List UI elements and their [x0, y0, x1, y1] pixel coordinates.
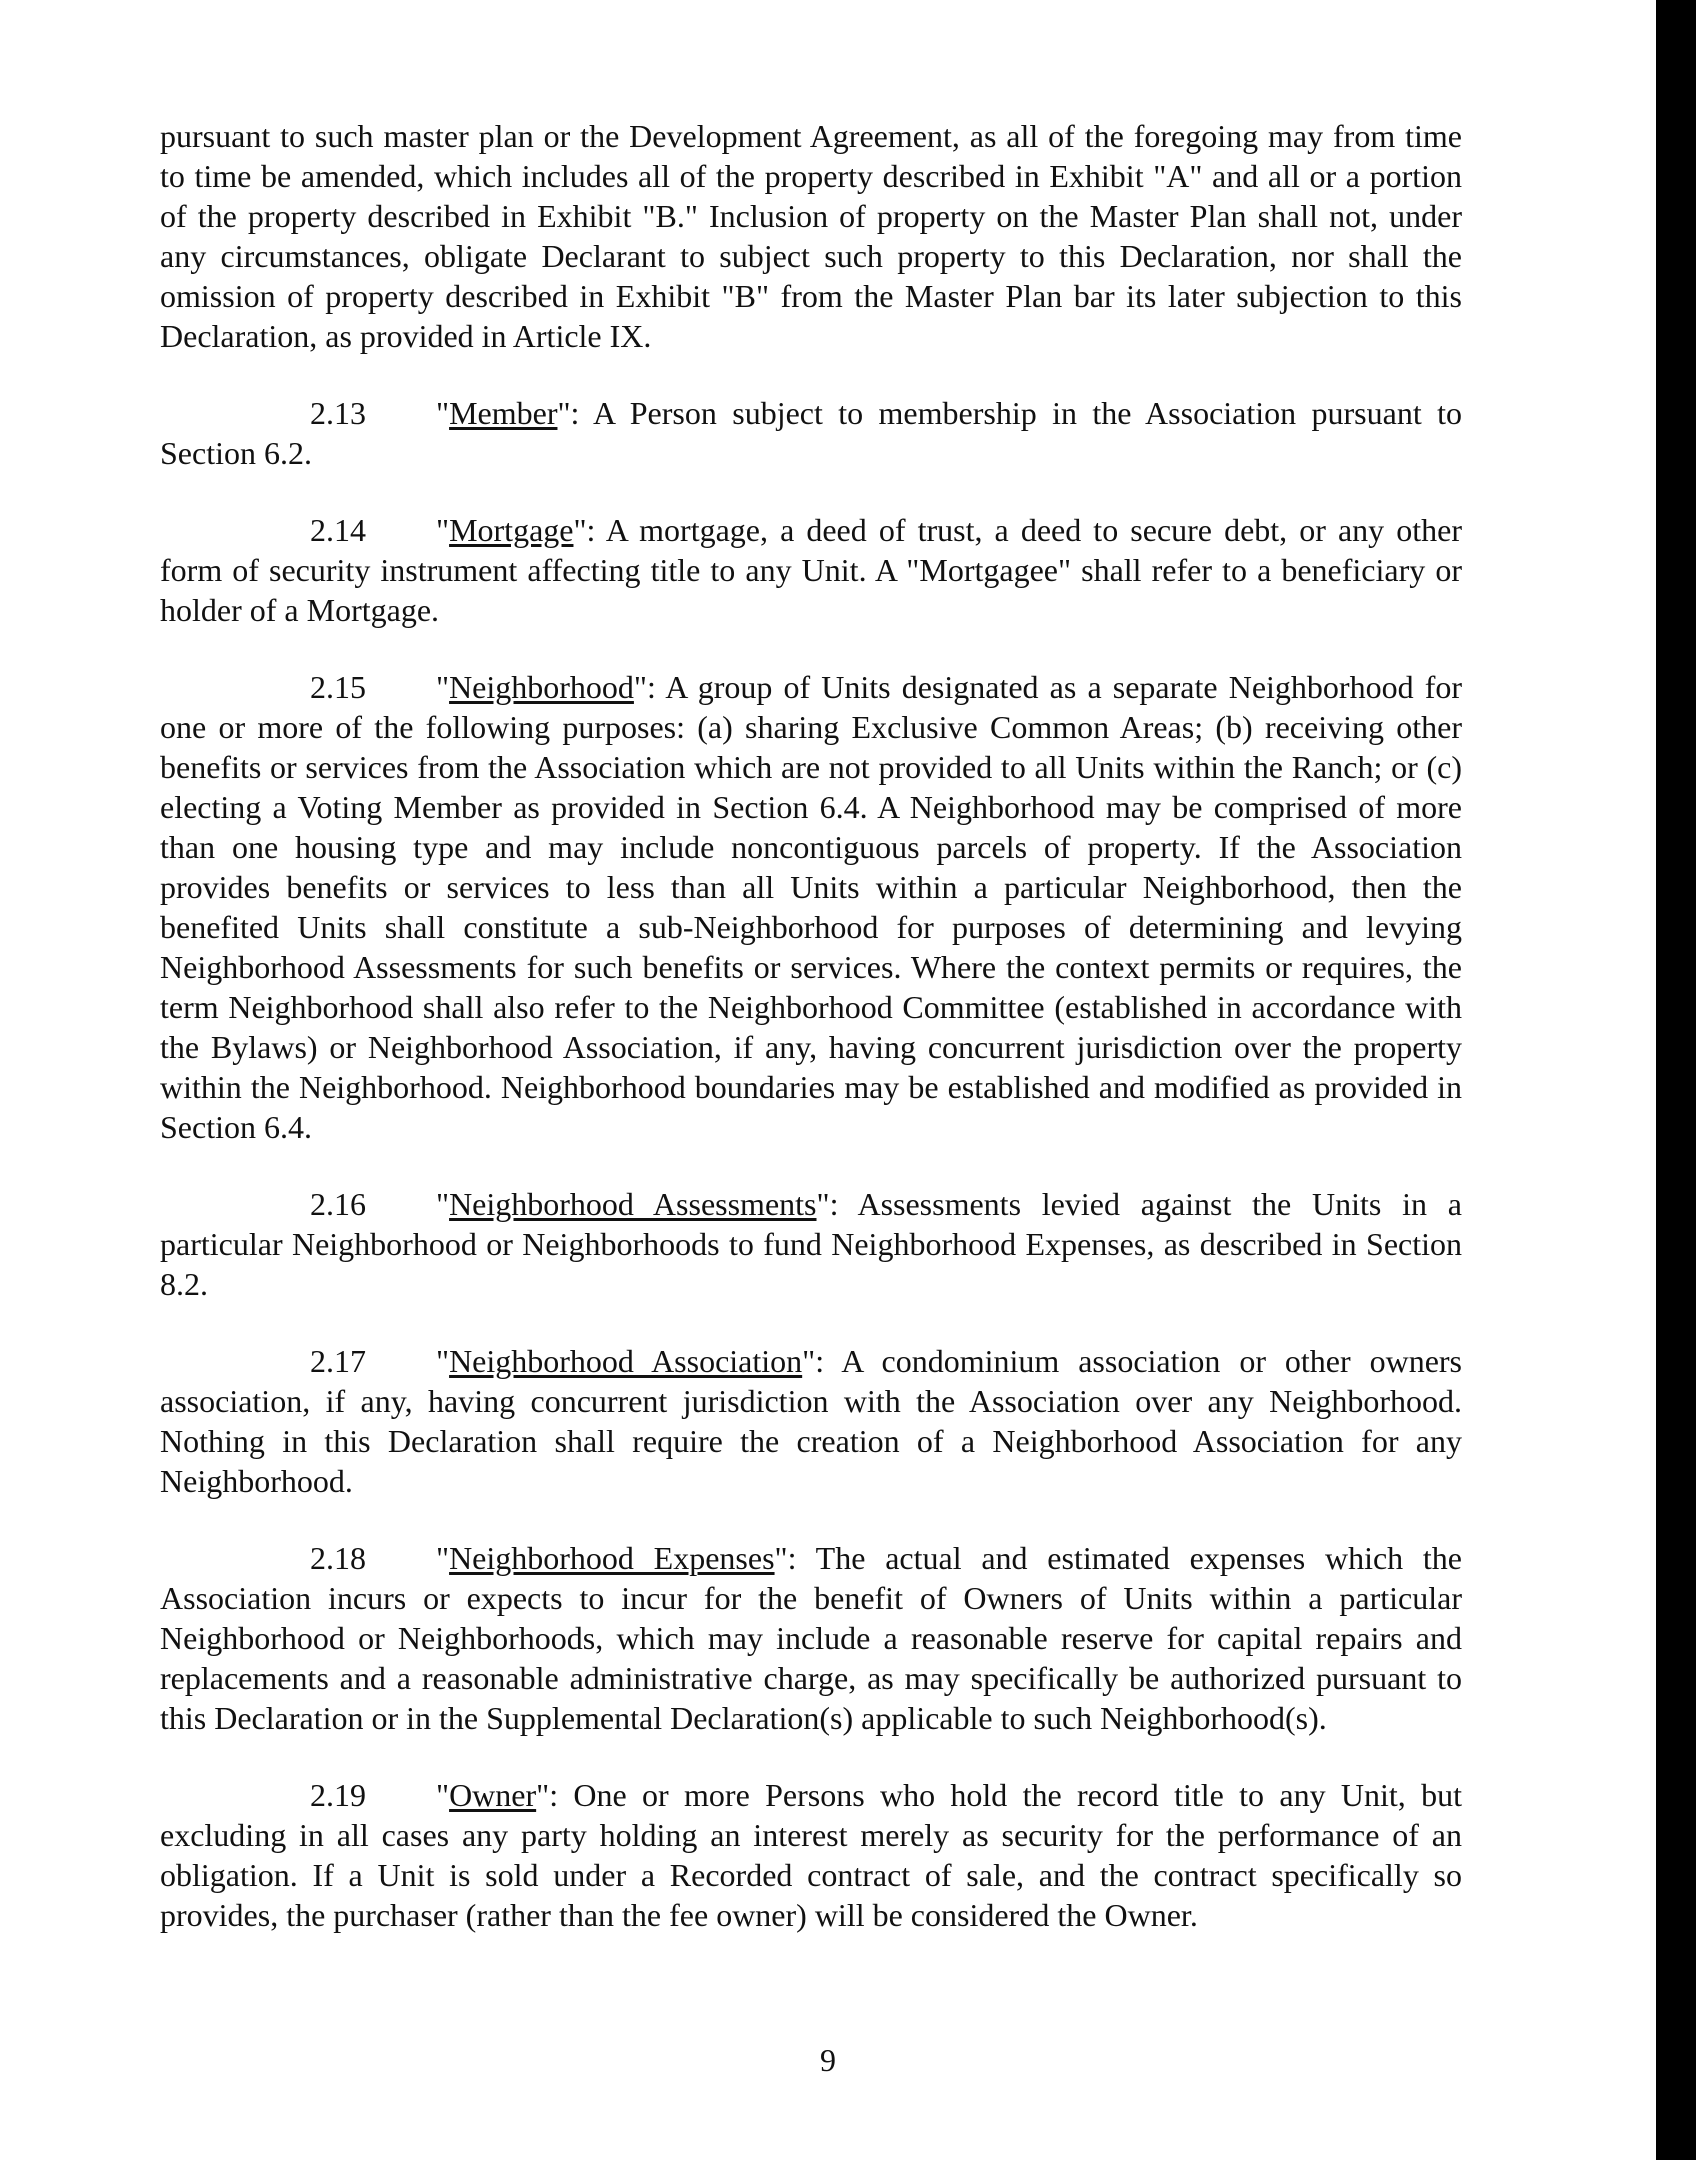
scan-edge-bar [1656, 0, 1696, 2160]
definition-2-19: 2.19 "Owner": One or more Persons who hold the record title to any Unit, but excluding in all cases any party holding an interest merely as security for the performance of an obligation. If a Unit is sold under a Recorded contract of sale, and the contract specifically so provides, the purchaser (rather than the fee owner) will be considered the Owner. [160, 1777, 1462, 1933]
definition-2-17: 2.17 "Neighborhood Association": A condominium association or other owners association, if any, having concurrent jurisdiction with the Association over any Neighborhood. Nothing in this Declaration shall require the creation of a Neighborhood Association for any Neighborhood. [160, 1343, 1463, 1499]
section-number: 2.17 [310, 1343, 366, 1379]
definition-2-13: 2.13 "Member": A Person subject to membership in the Association pursuant to Section 6.2. [160, 395, 1462, 471]
definition-text: : One or more Persons who hold the record title to any Unit, but excluding in all cases any party holding an interest merely as security for the performance of an obligation. If a Unit is sold under a Recorded contract of sale, and the contract specifically so provides, the purchaser (rather than the fee owner) will be considered the Owner. [160, 1777, 1462, 1933]
definition-text: : The actual and estimated expenses which the Association incurs or expects to incur for the benefit of Owners of Units within a particular Neighborhood or Neighborhoods, which may include a reasonable reserve for capital repairs and replacements and a reasonable administrative charge, as may specifically be authorized pursuant to this Declaration or in the Supplemental Declaration(s) applicable to such Neighborhood(s). [160, 1540, 1463, 1736]
definition-2-14: 2.14 "Mortgage": A mortgage, a deed of trust, a deed to secure debt, or any other form of security instrument affecting title to any Unit. A "Mortgagee" shall refer to a beneficiary or holder of a Mortgage. [160, 512, 1462, 628]
section-number: 2.14 [310, 512, 366, 548]
document-body [160, 116, 1462, 1935]
section-number: 2.15 [310, 669, 366, 705]
definition-text: : A condominium association or other owners association, if any, having concurrent jurisdiction with the Association over any Neighborhood. Nothing in this Declaration shall require the creation of a Neighborhood Association for any Neighborhood. [160, 1343, 1463, 1499]
definition-text: : Assessments levied against the Units in a particular Neighborhood or Neighborhoods to fund Neighborhood Expenses, as described in Section 8.2. [160, 1186, 1463, 1302]
definition-text: : A Person subject to membership in the Association pursuant to Section 6.2. [160, 395, 1462, 471]
defined-term: Mortgage [449, 512, 574, 548]
defined-term: Neighborhood [449, 669, 634, 705]
section-number: 2.16 [310, 1186, 366, 1222]
page-number: 9 [820, 2042, 836, 2078]
defined-term: Owner [449, 1777, 537, 1813]
section-number: 2.13 [310, 395, 366, 431]
definition-2-16: 2.16 "Neighborhood Assessments": Assessments levied against the Units in a particular Neighborhood or Neighborhoods to fund Neighborhood Expenses, as described in Section 8.2. [160, 1186, 1463, 1302]
section-number: 2.19 [310, 1777, 366, 1813]
defined-term: Neighborhood Association [449, 1343, 803, 1379]
defined-term: Neighborhood Expenses [449, 1540, 775, 1576]
definition-text: : A mortgage, a deed of trust, a deed to secure debt, or any other form of security instrument affecting title to any Unit. A "Mortgagee" shall refer to a beneficiary or holder of a Mortgage. [160, 512, 1462, 628]
defined-term: Neighborhood Assessments [449, 1186, 817, 1222]
defined-term: Member [449, 395, 558, 431]
intro-paragraph: pursuant to such master plan or the Development Agreement, as all of the foregoing may from time to time be amended, which includes all of the property described in Exhibit "A" and all or a portion of the property described in Exhibit "B." Inclusion of property on the Master Plan shall not, under any circumstances, obligate Declarant to subject such property to this Declaration, nor shall the omission of property described in Exhibit "B" from the Master Plan bar its later subjection to this Declaration, as provided in Article IX. [160, 118, 1462, 354]
definition-2-18: 2.18 "Neighborhood Expenses": The actual and estimated expenses which the Association incurs or expects to incur for the benefit of Owners of Units within a particular Neighborhood or Neighborhoods, which may include a reasonable reserve for capital repairs and replacements and a reasonable administrative charge, as may specifically be authorized pursuant to this Declaration or in the Supplemental Declaration(s) applicable to such Neighborhood(s). [160, 1540, 1463, 1736]
definition-2-15: 2.15 "Neighborhood": A group of Units designated as a separate Neighborhood for one or more of the following purposes: (a) sharing Exclusive Common Areas; (b) receiving other benefits or services from the Association which are not provided to all Units within the Ranch; or (c) electing a Voting Member as provided in Section 6.4. A Neighborhood may be comprised of more than one housing type and may include noncontiguous parcels of property. If the Association provides benefits or services to less than all Units within a particular Neighborhood, then the benefited Units shall constitute a sub-Neighborhood for purposes of determining and levying Neighborhood Assessments for such benefits or services. Where the context permits or requires, the term Neighborhood shall also refer to the Neighborhood Committee (established in accordance with the Bylaws) or Neighborhood Association, if any, having concurrent jurisdiction over the property within the Neighborhood. Neighborhood boundaries may be established and modified as provided in Section 6.4. [160, 669, 1462, 1145]
definition-text: : A group of Units designated as a separate Neighborhood for one or more of the following purposes: (a) sharing Exclusive Common Areas; (b) receiving other benefits or services from the Association which are not provided to all Units within the Ranch; or (c) electing a Voting Member as provided in Section 6.4. A Neighborhood may be comprised of more than one housing type and may include noncontiguous parcels of property. If the Association provides benefits or services to less than all Units within a particular Neighborhood, then the benefited Units shall constitute a sub-Neighborhood for purposes of determining and levying Neighborhood Assessments for such benefits or services. Where the context permits or requires, the term Neighborhood shall also refer to the Neighborhood Committee (established in accordance with the Bylaws) or Neighborhood Association, if any, having concurrent jurisdiction over the property within the Neighborhood. Neighborhood boundaries may be established and modified as provided in Section 6.4. [160, 669, 1462, 1145]
section-number: 2.18 [310, 1540, 366, 1576]
